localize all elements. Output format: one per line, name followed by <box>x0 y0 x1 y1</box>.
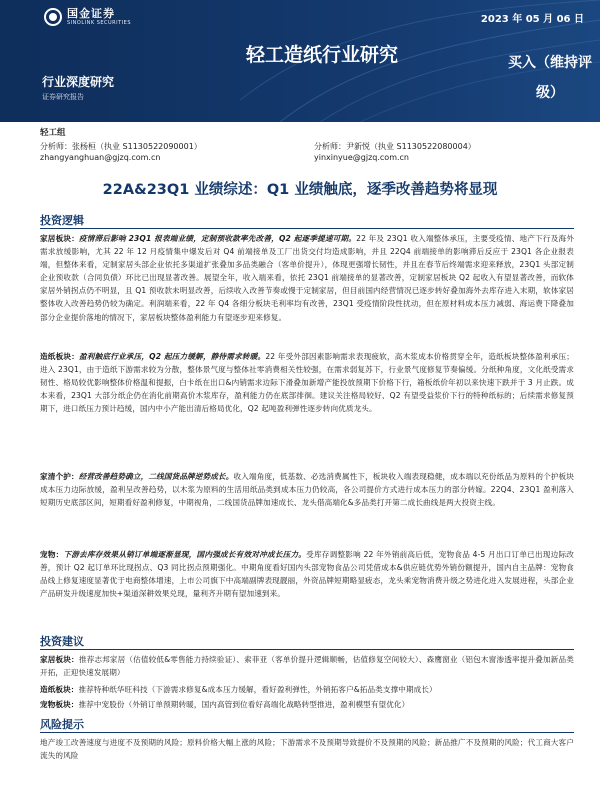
paragraph-paper <box>40 350 574 415</box>
advice-label: 造纸板块： <box>40 685 79 694</box>
section-divider <box>40 649 574 650</box>
paragraph-pet <box>40 548 574 600</box>
section-divider <box>40 228 574 229</box>
report-headline: 22A&23Q1 业绩综述：Q1 业绩触底，逐季改善趋势将显现 <box>102 182 498 198</box>
para-body: 收入端角度，低基数、必选消费属性下，板块收入端表现稳健，成本端以充份纸品为原料的个护板块成本压力边际放缓，盈利呈改善趋势，以木浆为原料的生活用纸品类到成本压力仍较高，各公司提价方式进行成本压力的部分转嫁。22Q4、23Q1 盈利落入短期历史底部区间，短期看好盈利修复，中期视角，二线国货品牌加速成长、龙头借高端化&多品类打开第二成长曲线是两大投资主线。 <box>40 472 574 508</box>
analyst-1: 分析师：张杨桓（执业 S1130522090001） <box>40 142 202 151</box>
advice-paper <box>40 683 574 696</box>
brand-logo-icon <box>44 8 62 26</box>
analyst-1-email[interactable]: zhangyanghuan@gjzq.com.cn <box>40 153 161 162</box>
para-body: 22 年及 23Q1 收入端整体承压，主要受疫情、地产下行及海外需求放缓影响，尤其 22 年 12 月疫情集中爆发后对 Q4 前端接单及工厂出货交付均造成影响，并且 22Q4 前端接单的影响滞后反应于 23Q1 各企业报表端，但整体来看，定制家居头部企业依托多渠道扩张叠加多品类融合（客单价提升），体现更强增长韧性，并且在春节后终端需求迎来释放，23Q1 头部定制企业预收款（合同负债）环比已出现显著改善。展望全年，收入端来看，依托 23Q1 前端接单的显著改善，定制家居板块 Q2 起收入有望显著改善，而软体家居外销拐点仍不明显，且 Q1 预收款未明显改善，后续收入改善节奏或慢于定制家居，但目前国内经营情况已逐步转好叠加海外去库存进入末期，软体家居整体收入改善趋势仍较为确定。利润端来看，22 年 Q4 各细分板块毛利率均有改善，23Q1 受疫情阶段性扰动，但在原材料成本压力减弱、海运费下降叠加部分企业提价落地的情况下，家居板块整体盈利能力有望逐步迎来修复。 <box>40 234 575 322</box>
advice-body: 推荐志邦家居（估值较低&零售能力持续验证）、索菲亚（客单价提升逻辑顺畅，估值修复空间较大）、森鹰窗业（铝包木窗渗透率提升叠加新品类开拓，正迎快速发展期） <box>40 655 574 678</box>
para-label: 家居板块： <box>40 234 79 243</box>
advice-label: 家居板块： <box>40 655 79 664</box>
paragraph-home-furnishing <box>40 232 574 324</box>
analyst-2-email[interactable]: yinxinyue@gjzq.com.cn <box>314 153 409 162</box>
advice-label: 宠物板块： <box>40 700 79 709</box>
brand-logo <box>44 8 131 26</box>
para-lead: 下游去库存效果从销订单端逐渐显现，国内强成长有效对冲成长压力。 <box>63 550 307 559</box>
para-lead: 疫情滞后影响 23Q1 报表端业绩，定制预收款率先改善，Q2 起逐季提速可期。 <box>79 234 357 243</box>
header-banner <box>0 0 600 122</box>
analyst-info <box>40 126 570 163</box>
para-body: 22 年受外部因素影响需求表现疲软，高木浆成本价格贯穿全年，造纸板块整体盈利承压；进入 23Q1，由于造纸下游需求较为分散，整体景气度与整体社零消费相关性较强，在需求弱复苏下，行业景气度修复节奏偏缓。分纸种角度，文化纸受需求韧性、格局较优影响整体价格温和提振，白卡纸在出口&内销需求边际下滑叠加新增产能投放预期下价格下行，箱板纸价年初以来快速下跌并于 3 月止跌。成本来看，23Q1 大部分纸企仍在消化前期高价木浆库存，盈利能力仍在底部徘徊。建议关注格局较好、Q2 有望受益浆价下行的特种纸标的；后续需求修复预期下，进口纸压力预计趋缓，国内中小产能出清后格局优化，Q2 起吨盈利弹性逐步转向优质龙头。 <box>40 352 575 414</box>
report-subtype: 证券研究报告 <box>42 93 84 101</box>
advice-home-furnishing <box>40 653 574 679</box>
para-label: 家清个护： <box>40 472 79 481</box>
advice-body: 推荐特种纸华旺科技（下游需求修复&成本压力缓解，看好盈利弹性，外销拓客户&拓品类支撑中期成长） <box>78 685 437 694</box>
para-lead: 经营改善趋势确立，二线国货品牌逆势成长。 <box>78 472 234 481</box>
section-divider <box>40 732 574 733</box>
section-heading-logic: 投资逻辑 <box>40 214 84 227</box>
industry-group: 轻工组 <box>40 128 66 138</box>
para-label: 宠物： <box>40 550 64 559</box>
report-date: 2023 年 05 月 06 日 <box>480 14 584 25</box>
para-label: 造纸板块： <box>40 352 79 361</box>
section-heading-advice: 投资建议 <box>40 635 84 648</box>
report-type: 行业深度研究 <box>42 75 115 89</box>
advice-body: 推荐中宠股份（外销订单预期转暖，国内高管到位看好高端化战略转型推进，盈利模型有望优化） <box>78 700 410 709</box>
paragraph-personal-care <box>40 470 574 509</box>
risk-text: 地产竣工改善速度与进度不及预期的风险；原料价格大幅上涨的风险；下游需求不及预期导致提价不及预期的风险；新品推广不及预期的风险；代工商大客户流失的风险 <box>40 738 574 761</box>
para-body: 受库存调整影响 22 年外销前高后低，宠物食品 4-5 月出口订单已出现边际改善，预计 Q2 起订单环比现拐点、Q3 同比拐点预期强化。中期角度看好国内头部宠物食品公司凭借成本&供应链优势外销份额提升，国内自主品牌：宠物食品线上修复速度显著优于电商整体增速，上市公司旗下中高端副牌表现靓丽，外资品牌短期略显疲态，龙头乘宠物消费升级之势进化进入发展进程，头部企业产品研发升级速度加快+渠道深耕效果兑现，量利齐升期有望加速到来。 <box>40 550 574 599</box>
brand-name-cn: 国金证券 <box>67 7 115 20</box>
advice-pet <box>40 698 574 711</box>
report-title: 轻工造纸行业研究 <box>246 44 399 66</box>
brand-name-en: SINOLINK SECURITIES <box>67 20 131 26</box>
rating-badge: 买入（维持评级） <box>508 55 592 101</box>
para-lead: 盈利触底行业承压，Q2 起压力缓解，静待需求转暖。 <box>79 352 266 361</box>
analyst-2: 分析师：尹新悦（执业 S1130522080004） <box>314 142 476 151</box>
section-heading-risk: 风险提示 <box>40 718 84 731</box>
